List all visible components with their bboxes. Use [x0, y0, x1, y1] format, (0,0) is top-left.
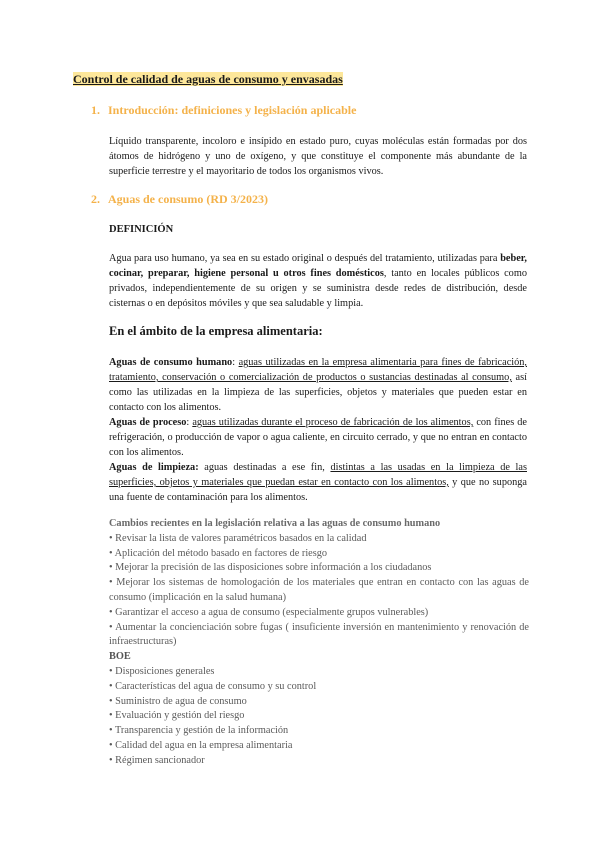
aguas-limpieza-paragraph: Aguas de limpieza: aguas destinadas a ese fin, distintas a las usadas en la limpieza de las superficies, objetos y materiales que puedan estar en contacto con los alimentos, y que no suponga una fuente de contaminación para los alimentos.	[109, 462, 527, 503]
boe-list-item: • Suministro de agua de consumo	[109, 695, 247, 707]
boe-list-item: • Transparencia y gestión de la información	[109, 725, 289, 737]
boe-list-item: • Características del agua de consumo y su control	[109, 680, 317, 692]
list-item: • Mejorar la precisión de las disposiciones sobre información a los ciudadanos	[109, 562, 432, 574]
boe-list-item: • Régimen sancionador	[109, 754, 205, 766]
definicion-bold: beber, cocinar, preparar, higiene personal u otros fines domésticos	[109, 253, 527, 279]
boe-list-item: • Disposiciones generales	[109, 665, 215, 677]
section-label: Introducción: definiciones y legislación aplicable	[108, 103, 357, 117]
aguas-limpieza-label: Aguas de limpieza:	[109, 462, 199, 473]
section-heading-aguas-consumo	[91, 192, 268, 207]
boe-list-item: • Evaluación y gestión del riesgo	[109, 710, 245, 722]
list-item: • Aumentar la concienciación sobre fugas ( insuficiente inversión en mantenimiento y renovación de infraestructuras)	[109, 621, 529, 648]
list-item: • Aplicación del método basado en factores de riesgo	[109, 547, 328, 559]
ambito-definitions	[109, 355, 527, 505]
list-item: • Mejorar los sistemas de homologación de los materiales que entran en contacto con las aguas de consumo (implicación en la salud humana)	[109, 577, 529, 603]
section-number: 1.	[91, 103, 100, 117]
aguas-consumo-paragraph: Aguas de consumo humano: aguas utilizadas en la empresa alimentaria para fines de fabricación, tratamiento, conservación o comercialización de productos o sustancias destinadas al consumo, así como las utilizadas en la limpieza de las superficies, objetos y materiales que pueden estar en contacto con los alimentos.	[109, 357, 527, 413]
aguas-proceso-label: Aguas de proceso	[109, 417, 187, 428]
definicion-heading: DEFINICIÓN	[109, 224, 174, 235]
intro-paragraph: Líquido transparente, incoloro e insípido en estado puro, cuyas moléculas están formadas por dos átomos de hidrógeno y uno de oxígeno, y que constituye el componente más abundante de la superficie terrestre y el mayoritario de todos los organismos vivos.	[109, 136, 527, 177]
list-item: • Garantizar el acceso a agua de consumo (especialmente grupos vulnerables)	[109, 606, 429, 618]
document-title: Control de calidad de aguas de consumo y envasadas	[73, 72, 343, 86]
section-label: Aguas de consumo (RD 3/2023)	[108, 192, 269, 206]
aguas-proceso-paragraph: Aguas de proceso: aguas utilizadas durante el proceso de fabricación de los alimentos, con fines de refrigeración, o producción de vapor o agua caliente, en circuito cerrado, y que no entran en contacto con los alimentos.	[109, 417, 528, 458]
boe-heading: BOE	[109, 651, 131, 663]
list-item: • Revisar la lista de valores paramétricos basados en la calidad	[109, 532, 367, 544]
legislation-changes	[109, 517, 529, 769]
boe-list-item: • Calidad del agua en la empresa alimentaria	[109, 739, 293, 751]
aguas-consumo-label: Aguas de consumo humano	[109, 357, 233, 368]
section-number: 2.	[91, 192, 100, 206]
section-heading-intro	[91, 103, 356, 118]
ambito-heading: En el ámbito de la empresa alimentaria:	[109, 324, 323, 338]
changes-heading: Cambios recientes en la legislación relativa a las aguas de consumo humano	[109, 518, 441, 529]
definicion-paragraph: Agua para uso humano, ya sea en su estado original o después del tratamiento, utilizadas para beber, cocinar, preparar, higiene personal u otros fines domésticos, tanto en locales públicos como privados, independientemente de su origen y se suministra desde redes de distribución, desde cisternas o en depósitos móviles y que sea saludable y limpia.	[109, 253, 527, 309]
